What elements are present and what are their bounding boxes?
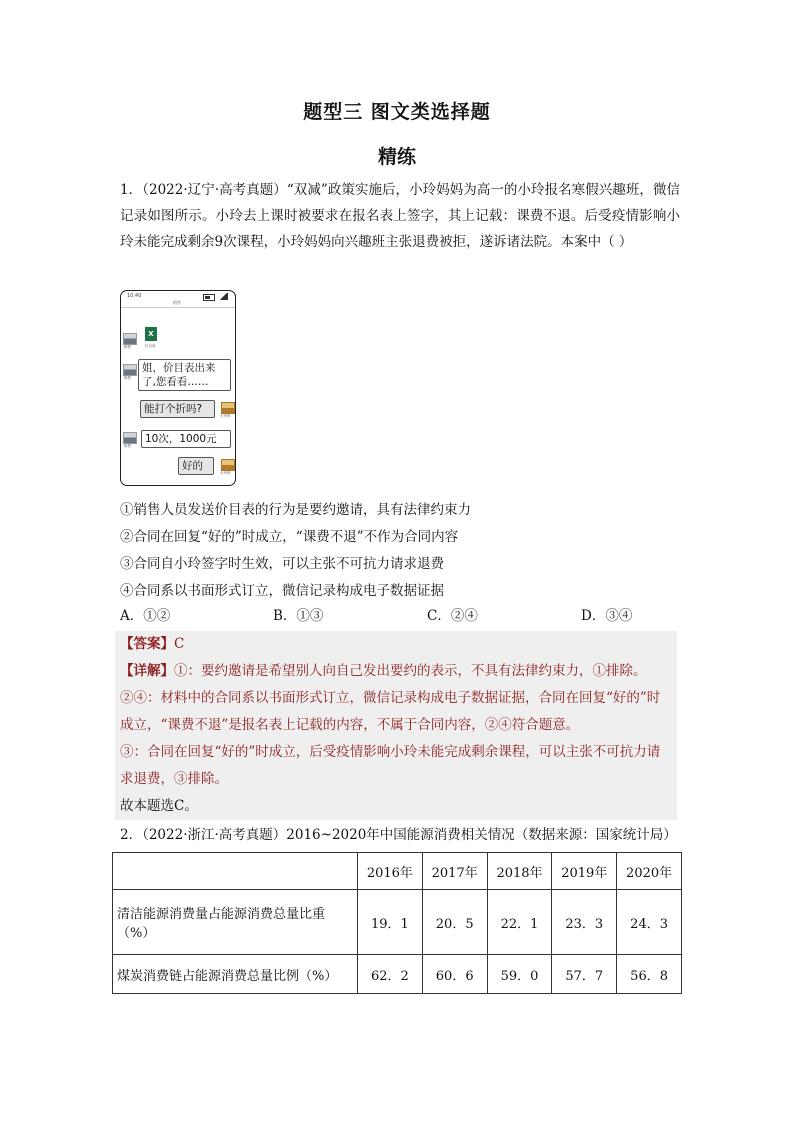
table-cell: 59．0 bbox=[487, 955, 552, 994]
table-cell: 62．2 bbox=[358, 955, 423, 994]
answer-value: C bbox=[174, 636, 185, 652]
option-3: ③合同自小玲签字时生效，可以主张不可抗力请求退费 bbox=[120, 556, 444, 572]
question-2-stem: 2．（2022·浙江·高考真题）2016~2020年中国能源消费相关情况（数据来源：国家统计局） bbox=[120, 827, 677, 843]
year-header: 2018年 bbox=[487, 853, 552, 890]
question-1-stem: 1．（2022·辽宁·高考真题）“双减”政策实施后，小玲妈妈为高一的小玲报名寒假兴趣班，微信记录如图所示。小玲去上课时被要求在报名表上签字，其上记载：课费不退。后受疫情影响小玲未能完成剩余9次课程，小玲妈妈向兴趣班主张退费被拒，遂诉诸法院。本案中（ ） bbox=[120, 182, 680, 250]
avatar-mom bbox=[221, 459, 235, 471]
year-header: 2019年 bbox=[552, 853, 617, 890]
table-cell: 19．1 bbox=[358, 890, 423, 955]
choice-a: A．①② bbox=[120, 608, 171, 624]
chat-message-seller: 10次，1000元 bbox=[141, 430, 231, 448]
detail-label: 【详解】 bbox=[120, 663, 174, 679]
answer-block bbox=[115, 631, 677, 820]
detail-text-1: ①：要约邀请是希望别人向自己发出要约的表示，不具有法律约束力，①排除。 bbox=[174, 663, 647, 679]
table-row bbox=[113, 955, 682, 994]
table-header-row bbox=[113, 853, 682, 890]
avatar-seller-name: 销售 bbox=[124, 376, 131, 380]
page-title: 题型三 图文类选择题 bbox=[303, 101, 491, 123]
option-2: ②合同在回复“好的”时成立，“课费不退”不作为合同内容 bbox=[120, 529, 459, 545]
avatar-seller bbox=[123, 364, 137, 376]
detail-text-2: ②④：材料中的合同系以书面形式订立，微信记录构成电子数据证据，合同在回复“好的”时成立，“课费不退”是报名表上记载的内容，不属于合同内容，②④符合题意。 bbox=[120, 690, 661, 733]
avatar-seller bbox=[123, 432, 137, 444]
wechat-screenshot-figure bbox=[120, 290, 236, 486]
avatar-seller-name: 销售 bbox=[124, 444, 131, 448]
battery-icon bbox=[203, 294, 215, 301]
chat-message-seller: 姐，价目表出来了,您看看…… bbox=[138, 359, 231, 391]
year-header: 2020年 bbox=[617, 853, 682, 890]
answer-label: 【答案】 bbox=[120, 636, 174, 652]
avatar-seller bbox=[123, 333, 137, 345]
row-label: 煤炭消费链占能源消费总量比例（%） bbox=[113, 955, 358, 994]
table-cell: 24．3 bbox=[617, 890, 682, 955]
conclusion: 故本题选C。 bbox=[120, 798, 198, 814]
phone-header-divider bbox=[121, 307, 235, 308]
table-corner-cell bbox=[113, 853, 358, 890]
avatar-mom-name: 小玲妈 bbox=[220, 414, 231, 418]
detail-text-3: ③：合同在回复“好的”时成立，后受疫情影响小玲未能完成剩余课程，可以主张不可抗力请求退费，③排除。 bbox=[120, 744, 661, 787]
avatar-seller-name: 销售 bbox=[124, 345, 131, 349]
file-name: 价目表 bbox=[145, 344, 156, 348]
detail-line-1 bbox=[120, 658, 672, 685]
table-cell: 60．6 bbox=[422, 955, 487, 994]
answer-line bbox=[120, 631, 672, 658]
avatar-mom bbox=[221, 402, 235, 414]
energy-data-table bbox=[112, 852, 682, 994]
choice-c: C．②④ bbox=[427, 608, 478, 624]
table-cell: 56．8 bbox=[617, 955, 682, 994]
option-4: ④合同系以书面形式订立，微信记录构成电子数据证据 bbox=[120, 583, 444, 599]
phone-status-time: 10:40 bbox=[127, 293, 142, 299]
signal-icon bbox=[219, 293, 228, 300]
table-cell: 23．3 bbox=[552, 890, 617, 955]
choice-d: D．③④ bbox=[581, 608, 633, 624]
chat-contact-name: 销售 bbox=[173, 300, 181, 305]
chat-message-mom: 能打个折吗? bbox=[140, 400, 215, 418]
excel-file-icon: X bbox=[145, 327, 157, 341]
chat-message-mom: 好的 bbox=[178, 457, 214, 475]
page-subtitle: 精练 bbox=[377, 146, 416, 168]
choice-b: B．①③ bbox=[273, 608, 324, 624]
table-cell: 20．5 bbox=[422, 890, 487, 955]
table-row bbox=[113, 890, 682, 955]
year-header: 2017年 bbox=[422, 853, 487, 890]
table-cell: 22．1 bbox=[487, 890, 552, 955]
table-cell: 57．7 bbox=[552, 955, 617, 994]
avatar-mom-name: 小玲妈 bbox=[220, 471, 231, 475]
question-1-options bbox=[120, 497, 680, 605]
row-label: 清洁能源消费量占能源消费总量比重（%） bbox=[113, 890, 358, 955]
option-1: ①销售人员发送价目表的行为是要约邀请，具有法律约束力 bbox=[120, 502, 471, 518]
year-header: 2016年 bbox=[358, 853, 423, 890]
